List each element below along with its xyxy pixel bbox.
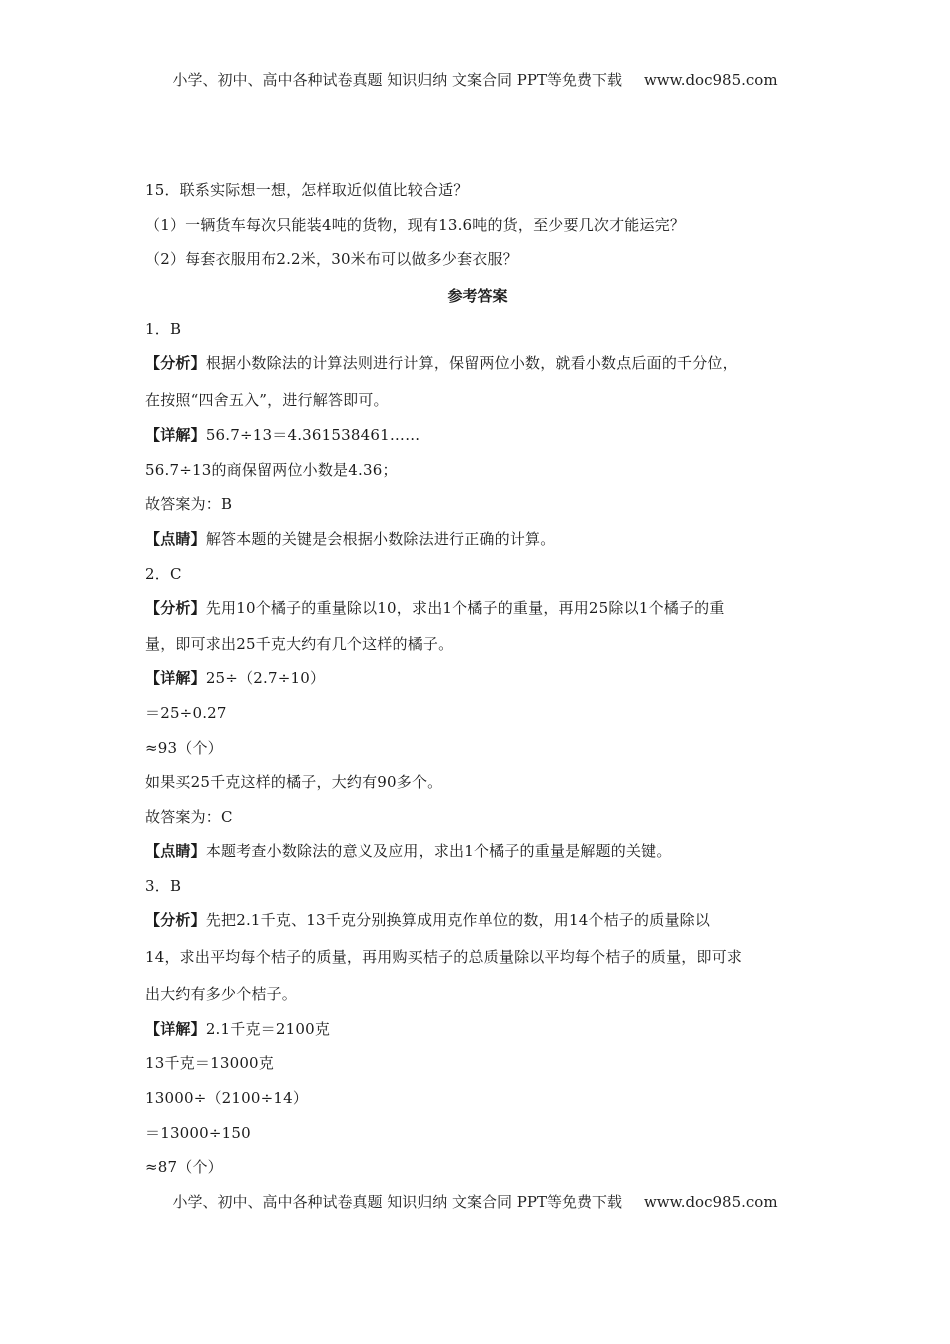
answer-2-detail-line-2: ＝25÷0.27 [145,704,227,722]
answer-2-note [145,841,672,861]
answer-2-analysis-cont: 量，即可求出25千克大约有几个这样的橘子。 [145,635,454,653]
note-text: 解答本题的关键是会根据小数除法进行正确的计算。 [205,530,556,548]
answer-2-result: 故答案为：C [145,808,233,826]
answer-3-detail-line-4: ＝13000÷150 [145,1124,251,1142]
analysis-tag: 【分析】 [145,911,206,929]
answer-3-number: 3．B [145,877,182,895]
answer-3-detail-line-5: ≈87（个） [145,1158,223,1176]
answer-1-analysis-cont: 在按照“四舍五入”，进行解答即可。 [145,391,389,409]
detail-tag: 【详解】 [145,426,206,444]
detail-tag: 【详解】 [145,669,206,687]
question-15-title: 15．联系实际想一想，怎样取近似值比较合适？ [145,181,469,199]
answer-1-detail-line-2: 56.7÷13的商保留两位小数是4.36； [145,461,398,479]
analysis-text: 先把2.1千克、13千克分别换算成用克作单位的数，用14个桔子的质量除以 [205,911,711,929]
answer-3-detail [145,1019,330,1039]
answer-3-detail-line-3: 13000÷（2100÷14） [145,1089,309,1107]
detail-tag: 【详解】 [145,1020,206,1038]
page-header [0,69,950,90]
footer-site-link[interactable]: www.doc985.com [643,1193,778,1211]
question-15-part-2: （2）每套衣服用布2.2米，30米布可以做多少套衣服？ [145,250,518,268]
detail-text: 25÷（2.7÷10） [205,669,326,687]
answer-2-detail [145,668,325,688]
analysis-text: 根据小数除法的计算法则进行计算，保留两位小数，就看小数点后面的千分位， [205,354,738,372]
header-text: 小学、初中、高中各种试卷真题 知识归纳 文案合同 PPT等免费下载 [172,71,622,89]
page-footer [0,1191,950,1212]
header-site-link[interactable]: www.doc985.com [643,71,778,89]
note-text: 本题考查小数除法的意义及应用，求出1个橘子的重量是解题的关键。 [205,842,672,860]
answer-1-number: 1．B [145,320,182,338]
question-15-part-1: （1）一辆货车每次只能装4吨的货物，现有13.6吨的货，至少要几次才能运完？ [145,216,686,234]
footer-text: 小学、初中、高中各种试卷真题 知识归纳 文案合同 PPT等免费下载 [172,1193,622,1211]
answer-1-detail [145,425,420,445]
answer-1-note [145,529,555,549]
answer-3-analysis [145,910,710,930]
answer-2-number: 2．C [145,565,182,583]
note-tag: 【点睛】 [145,842,206,860]
analysis-tag: 【分析】 [145,599,206,617]
detail-text: 2.1千克＝2100克 [205,1020,331,1038]
answer-2-detail-line-3: ≈93（个） [145,739,223,757]
answer-2-detail-line-4: 如果买25千克这样的橘子，大约有90多个。 [145,773,443,791]
analysis-tag: 【分析】 [145,354,206,372]
answer-1-analysis [145,353,738,373]
detail-text: 56.7÷13＝4.361538461…… [205,426,421,444]
answer-3-analysis-cont-2: 出大约有多少个桔子。 [145,985,298,1003]
analysis-text: 先用10个橘子的重量除以10，求出1个橘子的重量，再用25除以1个橘子的重 [205,599,725,617]
answer-1-result: 故答案为：B [145,495,233,513]
answer-2-analysis [145,598,725,618]
answers-heading: 参考答案 [447,287,508,305]
answer-3-detail-line-2: 13千克＝13000克 [145,1054,275,1072]
note-tag: 【点睛】 [145,530,206,548]
answer-3-analysis-cont: 14，求出平均每个桔子的质量，再用购买桔子的总质量除以平均每个桔子的质量，即可求 [145,948,743,966]
